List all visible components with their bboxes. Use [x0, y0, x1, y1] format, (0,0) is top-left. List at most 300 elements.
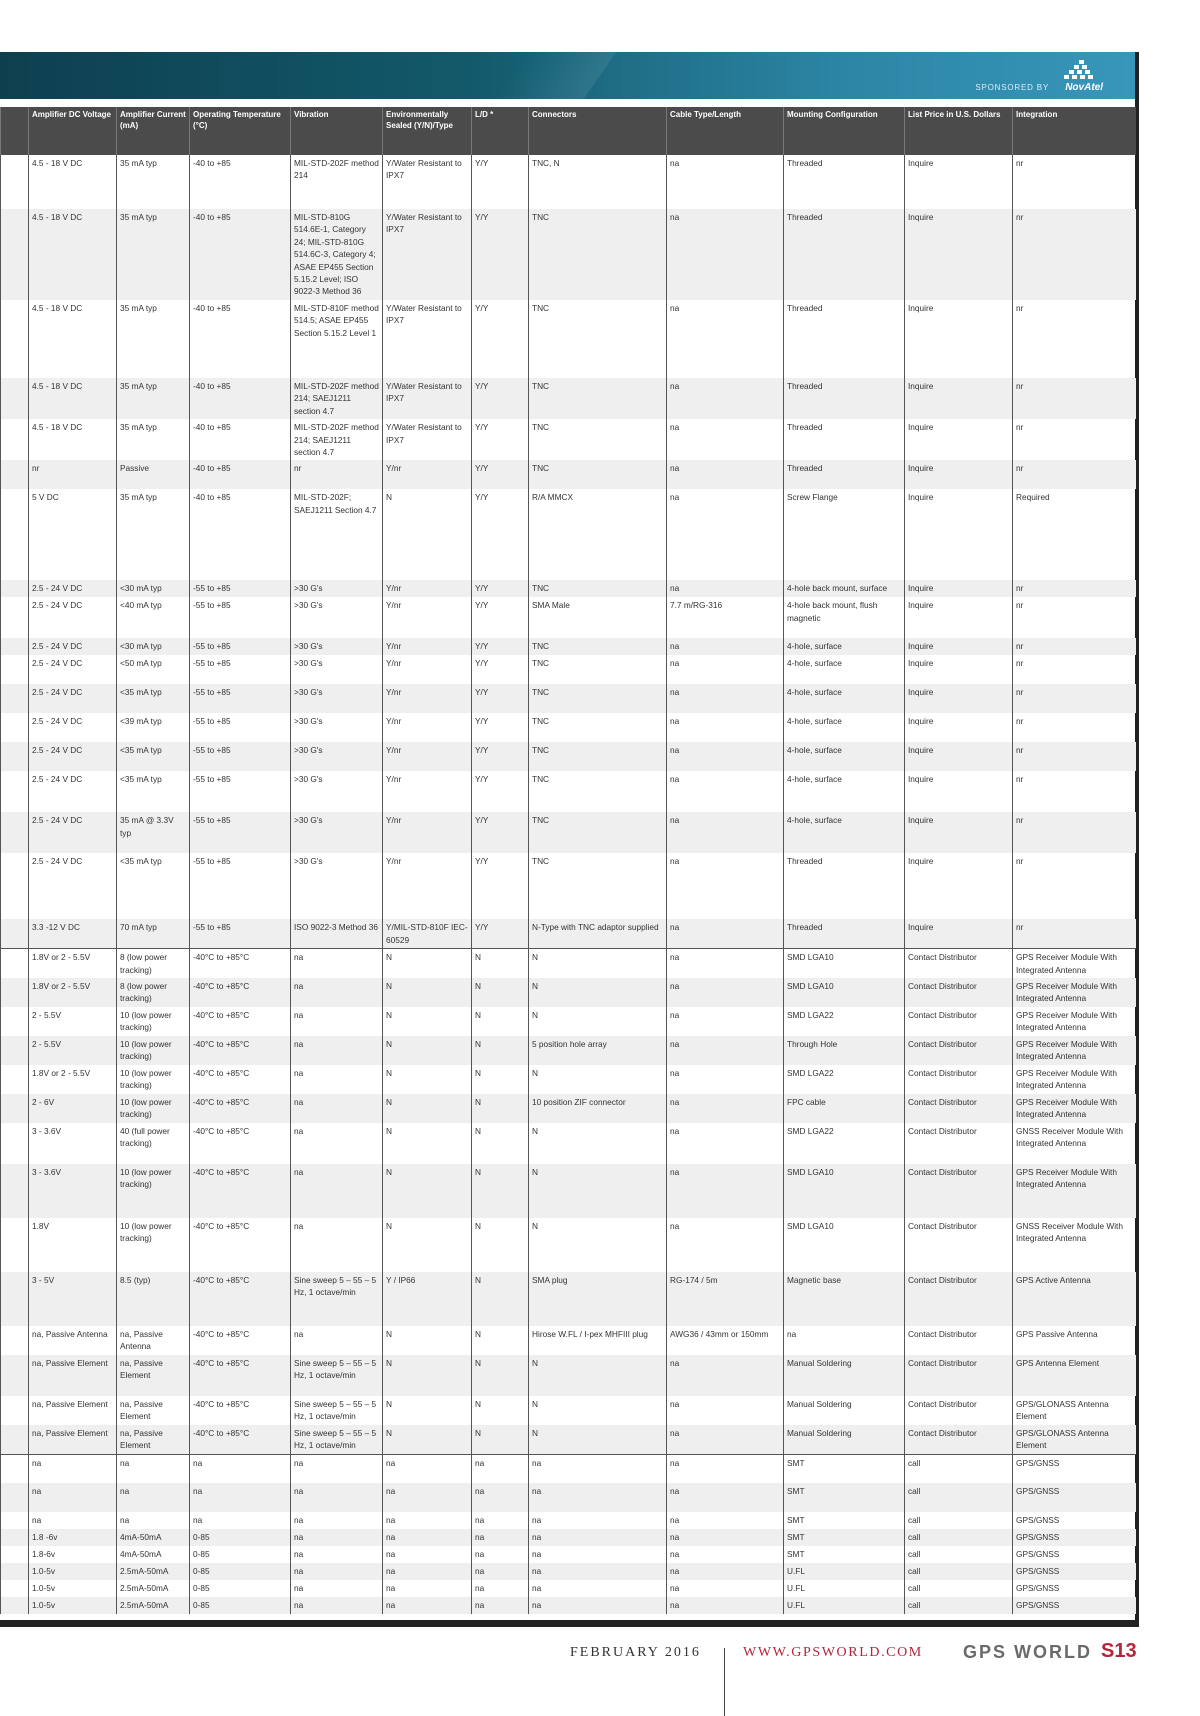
table-cell: N	[472, 1272, 529, 1326]
header-operating-temperature: Operating Temperature (°C)	[190, 107, 291, 155]
table-cell: na, Passive Element	[29, 1355, 117, 1396]
table-cell: Contact Distributor	[905, 949, 1013, 978]
table-cell: -40 to +85	[190, 489, 291, 580]
table-cell: N	[529, 1396, 667, 1425]
table-cell: SMT	[784, 1529, 905, 1546]
row-left-edge-cell	[1, 489, 29, 580]
table-cell: SMD LGA22	[784, 1065, 905, 1094]
table-cell: Required	[1013, 489, 1136, 580]
table-cell: na	[291, 1218, 383, 1272]
row-left-edge-cell	[1, 655, 29, 684]
table-cell: 35 mA typ	[117, 378, 190, 419]
table-cell: Y/nr	[383, 580, 472, 597]
table-row	[1, 580, 1136, 597]
table-cell: GPS Passive Antenna	[1013, 1326, 1136, 1355]
table-row	[1, 1546, 1136, 1563]
table-cell: Threaded	[784, 378, 905, 419]
table-cell: GPS/GNSS	[1013, 1546, 1136, 1563]
table-cell: GPS/GNSS	[1013, 1597, 1136, 1614]
table-cell: -55 to +85	[190, 580, 291, 597]
table-cell: Inquire	[905, 378, 1013, 419]
table-cell: GPS Receiver Module With Integrated Antenna	[1013, 1036, 1136, 1065]
table-cell: Inquire	[905, 489, 1013, 580]
table-cell: TNC	[529, 771, 667, 812]
table-row	[1, 1065, 1136, 1094]
table-cell: TNC	[529, 713, 667, 742]
table-cell: GPS Receiver Module With Integrated Antenna	[1013, 949, 1136, 978]
table-cell: nr	[1013, 155, 1136, 209]
table-row	[1, 155, 1136, 209]
table-cell: na, Passive Element	[117, 1396, 190, 1425]
row-left-edge-cell	[1, 1529, 29, 1546]
table-cell: TNC	[529, 300, 667, 378]
table-cell: na	[667, 1218, 784, 1272]
table-cell: na	[667, 949, 784, 978]
table-cell: Y/Y	[472, 597, 529, 638]
table-cell: nr	[1013, 853, 1136, 919]
table-cell: Y/MIL-STD-810F IEC-60529	[383, 919, 472, 948]
table-cell: 5 position hole array	[529, 1036, 667, 1065]
table-cell: U.FL	[784, 1597, 905, 1614]
table-cell: nr	[1013, 638, 1136, 655]
table-cell: na	[29, 1454, 117, 1483]
table-cell: Threaded	[784, 460, 905, 489]
table-cell: 70 mA typ	[117, 919, 190, 948]
table-cell: MIL-STD-202F method 214; SAEJ1211 section 4.7	[291, 378, 383, 419]
table-row	[1, 1007, 1136, 1036]
table-cell: na	[291, 1483, 383, 1512]
table-cell: TNC	[529, 655, 667, 684]
table-cell: na	[383, 1483, 472, 1512]
table-cell: 10 (low power tracking)	[117, 1065, 190, 1094]
row-left-edge-cell	[1, 1580, 29, 1597]
table-cell: na	[190, 1454, 291, 1483]
table-cell: Inquire	[905, 713, 1013, 742]
header-amplifier-dc-voltage: Amplifier DC Voltage	[29, 107, 117, 155]
table-cell: TNC	[529, 853, 667, 919]
table-cell: Contact Distributor	[905, 1036, 1013, 1065]
table-cell: na	[667, 209, 784, 300]
table-row	[1, 1123, 1136, 1164]
table-cell: GPS/GLONASS Antenna Element	[1013, 1396, 1136, 1425]
table-cell: <40 mA typ	[117, 597, 190, 638]
table-cell: N	[472, 1065, 529, 1094]
table-cell: na	[291, 1580, 383, 1597]
table-cell: N	[529, 1218, 667, 1272]
table-cell: Contact Distributor	[905, 1094, 1013, 1123]
row-left-edge-cell	[1, 419, 29, 460]
banner-gap	[0, 99, 1135, 107]
table-cell: N	[472, 1164, 529, 1218]
row-left-edge-cell	[1, 1425, 29, 1454]
row-left-edge-cell	[1, 1036, 29, 1065]
table-cell: N	[529, 949, 667, 978]
table-cell: nr	[1013, 378, 1136, 419]
table-cell: na	[667, 378, 784, 419]
table-cell: TNC	[529, 742, 667, 771]
table-cell: na	[117, 1512, 190, 1529]
table-cell: na	[667, 1065, 784, 1094]
row-left-edge-cell	[1, 1454, 29, 1483]
table-row	[1, 1529, 1136, 1546]
table-cell: nr	[1013, 812, 1136, 853]
table-cell: na	[667, 1529, 784, 1546]
table-cell: 2.5 - 24 V DC	[29, 597, 117, 638]
table-cell: call	[905, 1512, 1013, 1529]
table-cell: >30 G's	[291, 655, 383, 684]
table-cell: Y/Y	[472, 209, 529, 300]
table-cell: >30 G's	[291, 742, 383, 771]
table-cell: <50 mA typ	[117, 655, 190, 684]
table-cell: 2.5 - 24 V DC	[29, 638, 117, 655]
table-row	[1, 853, 1136, 919]
table-cell: 5 V DC	[29, 489, 117, 580]
table-cell: na	[383, 1512, 472, 1529]
table-cell: Y/nr	[383, 684, 472, 713]
table-cell: MIL-STD-202F; SAEJ1211 Section 4.7	[291, 489, 383, 580]
table-cell: -55 to +85	[190, 713, 291, 742]
table-cell: na, Passive Element	[29, 1425, 117, 1454]
table-cell: Y/Water Resistant to IPX7	[383, 155, 472, 209]
table-row	[1, 638, 1136, 655]
table-cell: Y/Y	[472, 580, 529, 597]
table-cell: N	[472, 1036, 529, 1065]
table-cell: Inquire	[905, 771, 1013, 812]
table-cell: Manual Soldering	[784, 1355, 905, 1396]
table-cell: na, Passive Antenna	[117, 1326, 190, 1355]
table-cell: -40°C to +85°C	[190, 978, 291, 1007]
table-cell: Inquire	[905, 580, 1013, 597]
header-mounting-configuration: Mounting Configuration	[784, 107, 905, 155]
page-footer	[0, 1640, 1200, 1700]
table-cell: 8.5 (typ)	[117, 1272, 190, 1326]
table-cell: Inquire	[905, 684, 1013, 713]
table-cell: 1.8V or 2 - 5.5V	[29, 949, 117, 978]
table-cell: Contact Distributor	[905, 1164, 1013, 1218]
table-cell: <35 mA typ	[117, 853, 190, 919]
table-cell: na	[472, 1597, 529, 1614]
table-row	[1, 1396, 1136, 1425]
table-cell: na	[667, 1597, 784, 1614]
table-cell: na	[291, 1326, 383, 1355]
table-cell: 0-85	[190, 1529, 291, 1546]
table-row	[1, 684, 1136, 713]
row-left-edge-cell	[1, 1007, 29, 1036]
table-cell: SMD LGA10	[784, 978, 905, 1007]
table-cell: GPS Receiver Module With Integrated Antenna	[1013, 978, 1136, 1007]
table-cell: na	[667, 155, 784, 209]
table-cell: nr	[291, 460, 383, 489]
table-cell: na	[291, 1065, 383, 1094]
table-cell: na	[383, 1580, 472, 1597]
table-row	[1, 771, 1136, 812]
table-cell: 10 (low power tracking)	[117, 1036, 190, 1065]
table-cell: 4-hole, surface	[784, 812, 905, 853]
table-cell: N	[472, 1396, 529, 1425]
table-cell: 4-hole, surface	[784, 713, 905, 742]
table-cell: -55 to +85	[190, 919, 291, 948]
table-row	[1, 597, 1136, 638]
table-row	[1, 655, 1136, 684]
table-cell: na	[667, 742, 784, 771]
table-cell: -55 to +85	[190, 655, 291, 684]
table-cell: SMD LGA10	[784, 1164, 905, 1218]
table-cell: R/A MMCX	[529, 489, 667, 580]
table-cell: TNC	[529, 419, 667, 460]
table-cell: na	[291, 1512, 383, 1529]
table-cell: 35 mA @ 3.3V typ	[117, 812, 190, 853]
table-cell: na	[190, 1512, 291, 1529]
banner-accent	[494, 52, 617, 99]
table-cell: 4-hole, surface	[784, 742, 905, 771]
table-cell: N	[472, 1218, 529, 1272]
row-left-edge-cell	[1, 812, 29, 853]
table-cell: Y/Y	[472, 713, 529, 742]
table-cell: na	[291, 1007, 383, 1036]
table-cell: 2.5 - 24 V DC	[29, 853, 117, 919]
row-left-edge-cell	[1, 1483, 29, 1512]
table-cell: 2 - 5.5V	[29, 1036, 117, 1065]
table-cell: na	[472, 1580, 529, 1597]
row-left-edge-cell	[1, 1355, 29, 1396]
section-banner	[0, 52, 1135, 99]
table-cell: MIL-STD-810G 514.6E-1, Category 24; MIL-STD-810G 514.6C-3, Category 4; ASAE EP455 Section 5.15.2 Level; ISO 9022-3 Method 36	[291, 209, 383, 300]
table-cell: na	[667, 1483, 784, 1512]
header-cell-left-edge	[1, 107, 29, 155]
table-cell: 4-hole back mount, flush magnetic	[784, 597, 905, 638]
table-cell: Y/nr	[383, 812, 472, 853]
table-row	[1, 713, 1136, 742]
table-cell: N	[472, 1355, 529, 1396]
table-cell: 2.5 - 24 V DC	[29, 655, 117, 684]
table-cell: N	[529, 1007, 667, 1036]
table-cell: na	[472, 1563, 529, 1580]
table-cell: na	[472, 1454, 529, 1483]
table-cell: na	[667, 1563, 784, 1580]
table-cell: Y/Y	[472, 638, 529, 655]
table-cell: >30 G's	[291, 580, 383, 597]
table-cell: na	[291, 1094, 383, 1123]
table-cell: na, Passive Element	[117, 1425, 190, 1454]
table-cell: >30 G's	[291, 771, 383, 812]
table-cell: TNC, N	[529, 155, 667, 209]
table-cell: -40 to +85	[190, 300, 291, 378]
table-cell: -40 to +85	[190, 209, 291, 300]
table-cell: nr	[1013, 597, 1136, 638]
table-cell: 2.5 - 24 V DC	[29, 713, 117, 742]
table-cell: Inquire	[905, 460, 1013, 489]
antenna-spec-table	[0, 107, 1136, 1614]
table-cell: 2.5 - 24 V DC	[29, 771, 117, 812]
row-left-edge-cell	[1, 742, 29, 771]
table-cell: N-Type with TNC adaptor supplied	[529, 919, 667, 948]
table-cell: na	[291, 1164, 383, 1218]
table-cell: Passive	[117, 460, 190, 489]
table-cell: N	[529, 1355, 667, 1396]
header-integration: Integration	[1013, 107, 1136, 155]
table-cell: call	[905, 1580, 1013, 1597]
table-cell: na	[667, 580, 784, 597]
table-cell: Contact Distributor	[905, 1396, 1013, 1425]
table-cell: 4.5 - 18 V DC	[29, 419, 117, 460]
table-cell: N	[383, 1065, 472, 1094]
row-left-edge-cell	[1, 378, 29, 419]
table-cell: <39 mA typ	[117, 713, 190, 742]
table-cell: N	[472, 1326, 529, 1355]
table-row	[1, 1425, 1136, 1454]
table-row	[1, 1512, 1136, 1529]
table-cell: N	[383, 1326, 472, 1355]
table-row	[1, 1326, 1136, 1355]
table-cell: N	[383, 949, 472, 978]
table-cell: 4-hole, surface	[784, 771, 905, 812]
table-cell: U.FL	[784, 1563, 905, 1580]
table-cell: 1.8V or 2 - 5.5V	[29, 978, 117, 1007]
table-cell: na	[383, 1563, 472, 1580]
sponsor-label: SPONSORED BY	[975, 83, 1049, 92]
table-cell: 1.8V	[29, 1218, 117, 1272]
table-cell: GPS Receiver Module With Integrated Antenna	[1013, 1065, 1136, 1094]
table-cell: 4-hole, surface	[784, 638, 905, 655]
table-cell: 0-85	[190, 1580, 291, 1597]
table-cell: -55 to +85	[190, 638, 291, 655]
row-left-edge-cell	[1, 1396, 29, 1425]
table-cell: 35 mA typ	[117, 209, 190, 300]
table-cell: na, Passive Antenna	[29, 1326, 117, 1355]
table-cell: na	[667, 713, 784, 742]
table-cell: na	[529, 1529, 667, 1546]
table-row	[1, 1094, 1136, 1123]
table-cell: GPS Receiver Module With Integrated Antenna	[1013, 1007, 1136, 1036]
table-cell: na	[667, 919, 784, 948]
table-cell: na	[667, 638, 784, 655]
table-cell: 8 (low power tracking)	[117, 949, 190, 978]
table-cell: Y/Y	[472, 300, 529, 378]
table-cell: N	[472, 949, 529, 978]
table-cell: na	[117, 1454, 190, 1483]
table-cell: 8 (low power tracking)	[117, 978, 190, 1007]
table-cell: Screw Flange	[784, 489, 905, 580]
table-cell: Contact Distributor	[905, 1218, 1013, 1272]
header-list-price: List Price in U.S. Dollars	[905, 107, 1013, 155]
table-cell: Y/nr	[383, 597, 472, 638]
table-cell: -55 to +85	[190, 853, 291, 919]
table-cell: 10 (low power tracking)	[117, 1007, 190, 1036]
table-cell: Y/Y	[472, 919, 529, 948]
table-cell: 2.5 - 24 V DC	[29, 684, 117, 713]
table-cell: na	[667, 1396, 784, 1425]
table-row	[1, 1580, 1136, 1597]
table-cell: Y/Y	[472, 460, 529, 489]
table-cell: na	[667, 1425, 784, 1454]
table-bottom-bar	[0, 1620, 1139, 1627]
table-cell: na	[667, 1094, 784, 1123]
table-cell: 4mA-50mA	[117, 1546, 190, 1563]
row-left-edge-cell	[1, 919, 29, 948]
table-cell: <35 mA typ	[117, 684, 190, 713]
table-cell: N	[472, 978, 529, 1007]
table-cell: SMD LGA22	[784, 1007, 905, 1036]
table-cell: nr	[1013, 460, 1136, 489]
table-cell: RG-174 / 5m	[667, 1272, 784, 1326]
row-left-edge-cell	[1, 1546, 29, 1563]
table-cell: 10 (low power tracking)	[117, 1094, 190, 1123]
table-row	[1, 1454, 1136, 1483]
table-cell: nr	[29, 460, 117, 489]
table-cell: 2.5 - 24 V DC	[29, 812, 117, 853]
row-left-edge-cell	[1, 209, 29, 300]
table-cell: na	[29, 1512, 117, 1529]
table-cell: Y/nr	[383, 713, 472, 742]
table-cell: nr	[1013, 742, 1136, 771]
page-number: S13	[1101, 1640, 1137, 1662]
table-header-row	[1, 107, 1136, 155]
table-cell: 2.5mA-50mA	[117, 1563, 190, 1580]
table-cell: 4mA-50mA	[117, 1529, 190, 1546]
table-cell: -40 to +85	[190, 419, 291, 460]
table-cell: nr	[1013, 684, 1136, 713]
table-cell: Threaded	[784, 853, 905, 919]
table-cell: -40 to +85	[190, 460, 291, 489]
table-cell: GPS/GNSS	[1013, 1529, 1136, 1546]
table-cell: <35 mA typ	[117, 771, 190, 812]
issue-date: FEBRUARY 2016	[570, 1645, 701, 1660]
table-cell: na	[529, 1454, 667, 1483]
table-row	[1, 978, 1136, 1007]
table-cell: 2 - 5.5V	[29, 1007, 117, 1036]
table-cell: MIL-STD-202F method 214; SAEJ1211 section 4.7	[291, 419, 383, 460]
row-left-edge-cell	[1, 713, 29, 742]
table-cell: Y/Y	[472, 155, 529, 209]
table-cell: N	[383, 1164, 472, 1218]
table-cell: Y/Water Resistant to IPX7	[383, 300, 472, 378]
table-cell: Inquire	[905, 919, 1013, 948]
table-row	[1, 1036, 1136, 1065]
table-cell: Inquire	[905, 155, 1013, 209]
table-cell: SMT	[784, 1483, 905, 1512]
table-cell: Contact Distributor	[905, 978, 1013, 1007]
table-cell: na	[29, 1483, 117, 1512]
table-cell: na	[383, 1454, 472, 1483]
table-cell: >30 G's	[291, 638, 383, 655]
table-cell: na	[291, 1563, 383, 1580]
table-cell: Inquire	[905, 638, 1013, 655]
table-cell: Contact Distributor	[905, 1065, 1013, 1094]
table-cell: Inquire	[905, 812, 1013, 853]
table-cell: call	[905, 1454, 1013, 1483]
table-cell: GNSS Receiver Module With Integrated Antenna	[1013, 1123, 1136, 1164]
table-cell: na	[529, 1546, 667, 1563]
table-cell: Sine sweep 5 – 55 – 5 Hz, 1 octave/min	[291, 1355, 383, 1396]
table-cell: -40°C to +85°C	[190, 1425, 291, 1454]
table-cell: SMA Male	[529, 597, 667, 638]
table-cell: na	[291, 1597, 383, 1614]
table-cell: GPS/GNSS	[1013, 1483, 1136, 1512]
table-cell: na	[667, 771, 784, 812]
table-cell: >30 G's	[291, 713, 383, 742]
row-left-edge-cell	[1, 1597, 29, 1614]
table-cell: TNC	[529, 580, 667, 597]
table-cell: na	[667, 978, 784, 1007]
table-cell: Y/Water Resistant to IPX7	[383, 378, 472, 419]
table-cell: -40°C to +85°C	[190, 1396, 291, 1425]
table-cell: na	[667, 1512, 784, 1529]
table-cell: 4.5 - 18 V DC	[29, 209, 117, 300]
table-cell: na	[667, 1007, 784, 1036]
table-cell: na	[667, 419, 784, 460]
table-cell: 4-hole, surface	[784, 655, 905, 684]
table-cell: MIL-STD-810F method 514.5; ASAE EP455 Section 5.15.2 Level 1	[291, 300, 383, 378]
